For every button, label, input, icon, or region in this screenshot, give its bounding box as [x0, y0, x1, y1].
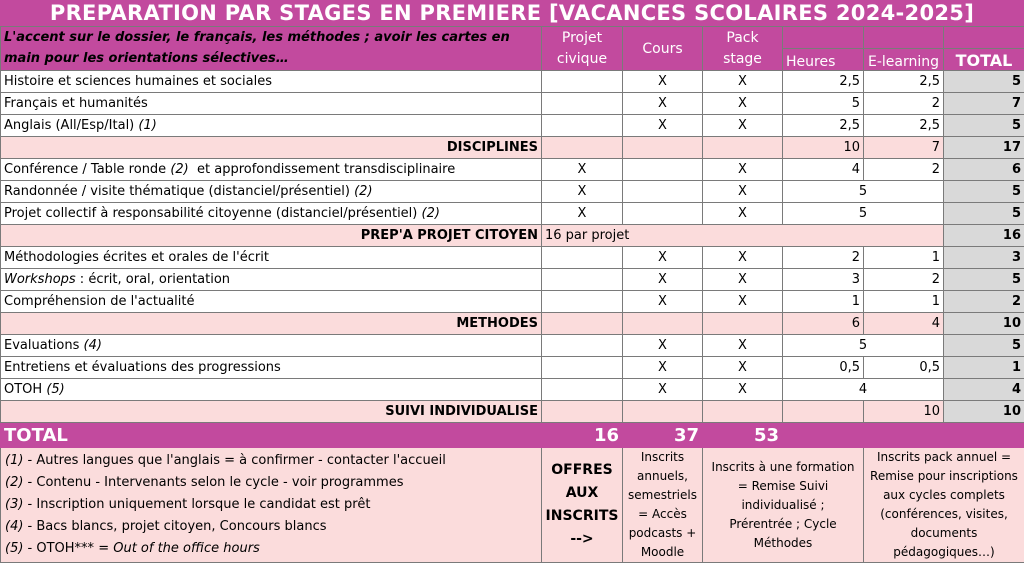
section-label: METHODES: [1, 313, 542, 335]
header-heures: Heures: [783, 49, 864, 71]
row-label: Histoire et sciences humaines et sociales: [1, 71, 542, 93]
intro-text: L'accent sur le dossier, le français, les méthodes ; avoir les cartes en main pour les orientations sélectives…: [1, 27, 542, 71]
inscrits-pack-info: Inscrits pack annuel = Remise pour inscriptions aux cycles complets (conférences, visites, documents pédagogiques…): [864, 448, 1024, 563]
footnote: (2) - Contenu - Intervenants selon le cycle - voir programmes: [5, 475, 404, 490]
table-row: Workshops : écrit, oral, orientation X X 3 2 5: [1, 269, 1024, 291]
table-row: Evaluations (4) X X 5 5: [1, 335, 1024, 357]
inscrits-formation-info: Inscrits à une formation = Remise Suivi individualisé ; Prérentrée ; Cycle Méthodes: [703, 448, 864, 563]
section-label: PREP'A PROJET CITOYEN: [1, 225, 542, 247]
table-row: Histoire et sciences humaines et sociales X X 2,5 2,5 5: [1, 71, 1024, 93]
table-row: Entretiens et évaluations des progressions X X 0,5 0,5 1: [1, 357, 1024, 379]
table-row: Projet collectif à responsabilité citoyenne (distanciel/présentiel) (2) X X 5 5: [1, 203, 1024, 225]
table-row: Anglais (All/Esp/Ital) (1) X X 2,5 2,5 5: [1, 115, 1024, 137]
table-row: Français et humanités X X 5 2 7: [1, 93, 1024, 115]
footer-row: [1, 448, 1024, 563]
page-title: PREPARATION PAR STAGES EN PREMIERE [VACANCES SCOLAIRES 2024-2025]: [0, 0, 1024, 26]
table-row: Conférence / Table ronde (2) et approfondissement transdisciplinaire X X 4 2 6: [1, 159, 1024, 181]
inscrits-annuels-info: Inscrits annuels, semestriels = Accès podcasts + Moodle: [623, 448, 703, 563]
table-row: Compréhension de l'actualité X X 1 1 2: [1, 291, 1024, 313]
footnote: (5) - OTOH*** = Out of the office hours: [5, 541, 260, 556]
header-projet-civique: Projet civique: [542, 27, 623, 71]
row-label: Compréhension de l'actualité: [1, 291, 542, 313]
grand-total-row: TOTAL 16 37 53: [1, 423, 1024, 448]
header-cours: Cours: [623, 27, 703, 71]
row-label: Méthodologies écrites et orales de l'écrit: [1, 247, 542, 269]
header-row-top: [1, 27, 1024, 49]
row-label: Conférence / Table ronde (2) et approfondissement transdisciplinaire: [1, 159, 542, 181]
row-label: Entretiens et évaluations des progressions: [1, 357, 542, 379]
footnote: (4) - Bacs blancs, projet citoyen, Concours blancs: [5, 519, 327, 534]
row-label: Français et humanités: [1, 93, 542, 115]
row-label: Anglais (All/Esp/Ital) (1): [1, 115, 542, 137]
header-elearning: E-learning: [864, 49, 944, 71]
section-total-row: PREP'A PROJET CITOYEN 16 par projet 16: [1, 225, 1024, 247]
footnotes: [1, 448, 542, 563]
table-row: OTOH (5) X X 4 4: [1, 379, 1024, 401]
section-total-row: METHODES 6 4 10: [1, 313, 1024, 335]
table-row: Méthodologies écrites et orales de l'écrit X X 2 1 3: [1, 247, 1024, 269]
grand-total-label: TOTAL: [1, 423, 542, 448]
offres-label: OFFRES AUX INSCRITS -->: [542, 448, 623, 563]
row-label: Projet collectif à responsabilité citoyenne (distanciel/présentiel) (2): [1, 203, 542, 225]
footnote: (1) - Autres langues que l'anglais = à confirmer - contacter l'accueil: [5, 453, 446, 468]
section-total-row: SUIVI INDIVIDUALISE 10 10: [1, 401, 1024, 423]
header-pack-stage: Pack stage: [703, 27, 783, 71]
section-total-row: DISCIPLINES 10 7 17: [1, 137, 1024, 159]
schedule-table: [0, 26, 1024, 563]
header-total: TOTAL: [944, 49, 1024, 71]
row-label: Randonnée / visite thématique (distanciel/présentiel) (2): [1, 181, 542, 203]
table-row: Randonnée / visite thématique (distanciel/présentiel) (2) X X 5 5: [1, 181, 1024, 203]
section-label: SUIVI INDIVIDUALISE: [1, 401, 542, 423]
row-label: OTOH (5): [1, 379, 542, 401]
row-label: Workshops : écrit, oral, orientation: [1, 269, 542, 291]
row-label: Evaluations (4): [1, 335, 542, 357]
section-label: DISCIPLINES: [1, 137, 542, 159]
footnote: (3) - Inscription uniquement lorsque le candidat est prêt: [5, 497, 371, 512]
